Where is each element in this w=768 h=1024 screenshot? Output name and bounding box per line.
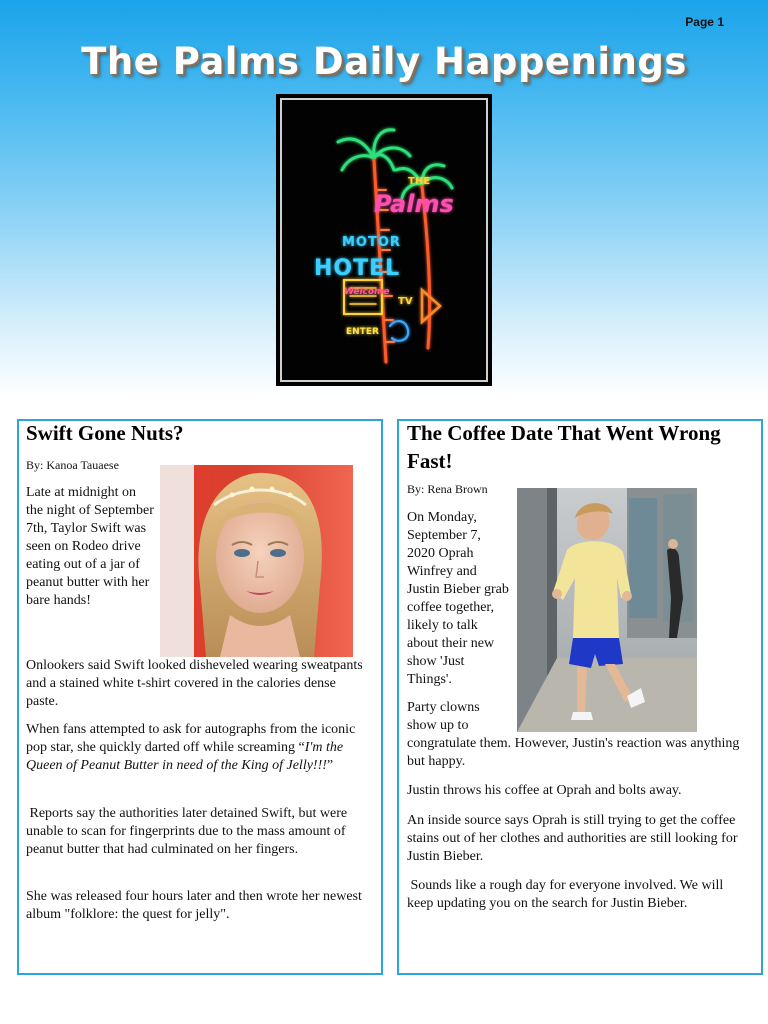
article-left-paragraph: Reports say the authorities later detained Swift, but were unable to scan for fingerprints due to the mass amount of peanut butter that had culminated on her fingers. xyxy=(26,806,348,857)
sign-text-hotel: HOTEL xyxy=(314,256,401,281)
masthead-title: The Palms Daily Happenings xyxy=(81,40,687,83)
paragraph-text: ” xyxy=(326,758,334,773)
paragraph-text: When fans attempted to ask for autographs from the iconic pop star, she quickly darted off while screaming “ xyxy=(26,722,356,755)
article-right-byline: By: Rena Brown xyxy=(407,482,488,496)
article-left-paragraph xyxy=(26,721,366,775)
article-right-title: The Coffee Date That Went Wrong Fast! xyxy=(407,421,721,473)
palms-motor-hotel-sign-image xyxy=(276,94,492,386)
taylor-swift-photo xyxy=(160,465,353,657)
article-right-paragraph: Party clowns show up to xyxy=(407,700,480,733)
sign-text-motor: MOTOR xyxy=(342,235,401,250)
article-right-paragraph: On Monday, September 7, 2020 Oprah Winfrey and Justin Bieber grab coffee together, likely to talk about their new show 'Just Things'. xyxy=(407,510,509,687)
article-right-paragraph: An inside source says Oprah is still trying to get the coffee stains out of her clothes and authorities are still looking for Justin Bieber. xyxy=(407,813,738,864)
article-left-paragraph: She was released four hours later and then wrote her newest album "folklore: the quest for jelly". xyxy=(26,889,362,922)
article-right-paragraph: Justin throws his coffee at Oprah and bolts away. xyxy=(407,783,682,798)
sign-text-enter: ENTER xyxy=(346,327,379,337)
sign-text-the: THE xyxy=(408,176,431,187)
sign-text-welcome: Welcome xyxy=(344,287,390,297)
quote-text: I'm the Queen of Peanut Butter in need of the King of Jelly!!! xyxy=(26,740,344,773)
article-right-paragraph: Sounds like a rough day for everyone involved. We will keep updating you on the search for Justin Bieber. xyxy=(407,878,724,911)
sign-text-tv: TV xyxy=(398,296,413,307)
article-left-paragraph: Onlookers said Swift looked disheveled wearing sweatpants and a stained white t-shirt covered in the calories dense paste. xyxy=(26,658,363,709)
page-number: Page 1 xyxy=(685,15,724,29)
article-left-title: Swift Gone Nuts? xyxy=(26,421,184,445)
article-left-byline: By: Kanoa Tauaese xyxy=(26,458,119,472)
article-left-paragraph: Late at midnight on the night of September 7th, Taylor Swift was seen on Rodeo drive eating out of a jar of peanut butter with her bare hands! xyxy=(26,485,154,608)
justin-bieber-photo xyxy=(517,488,697,732)
article-right-paragraph: congratulate them. However, Justin's reaction was anything but happy. xyxy=(407,736,740,769)
sign-text-palms: Palms xyxy=(374,190,454,218)
